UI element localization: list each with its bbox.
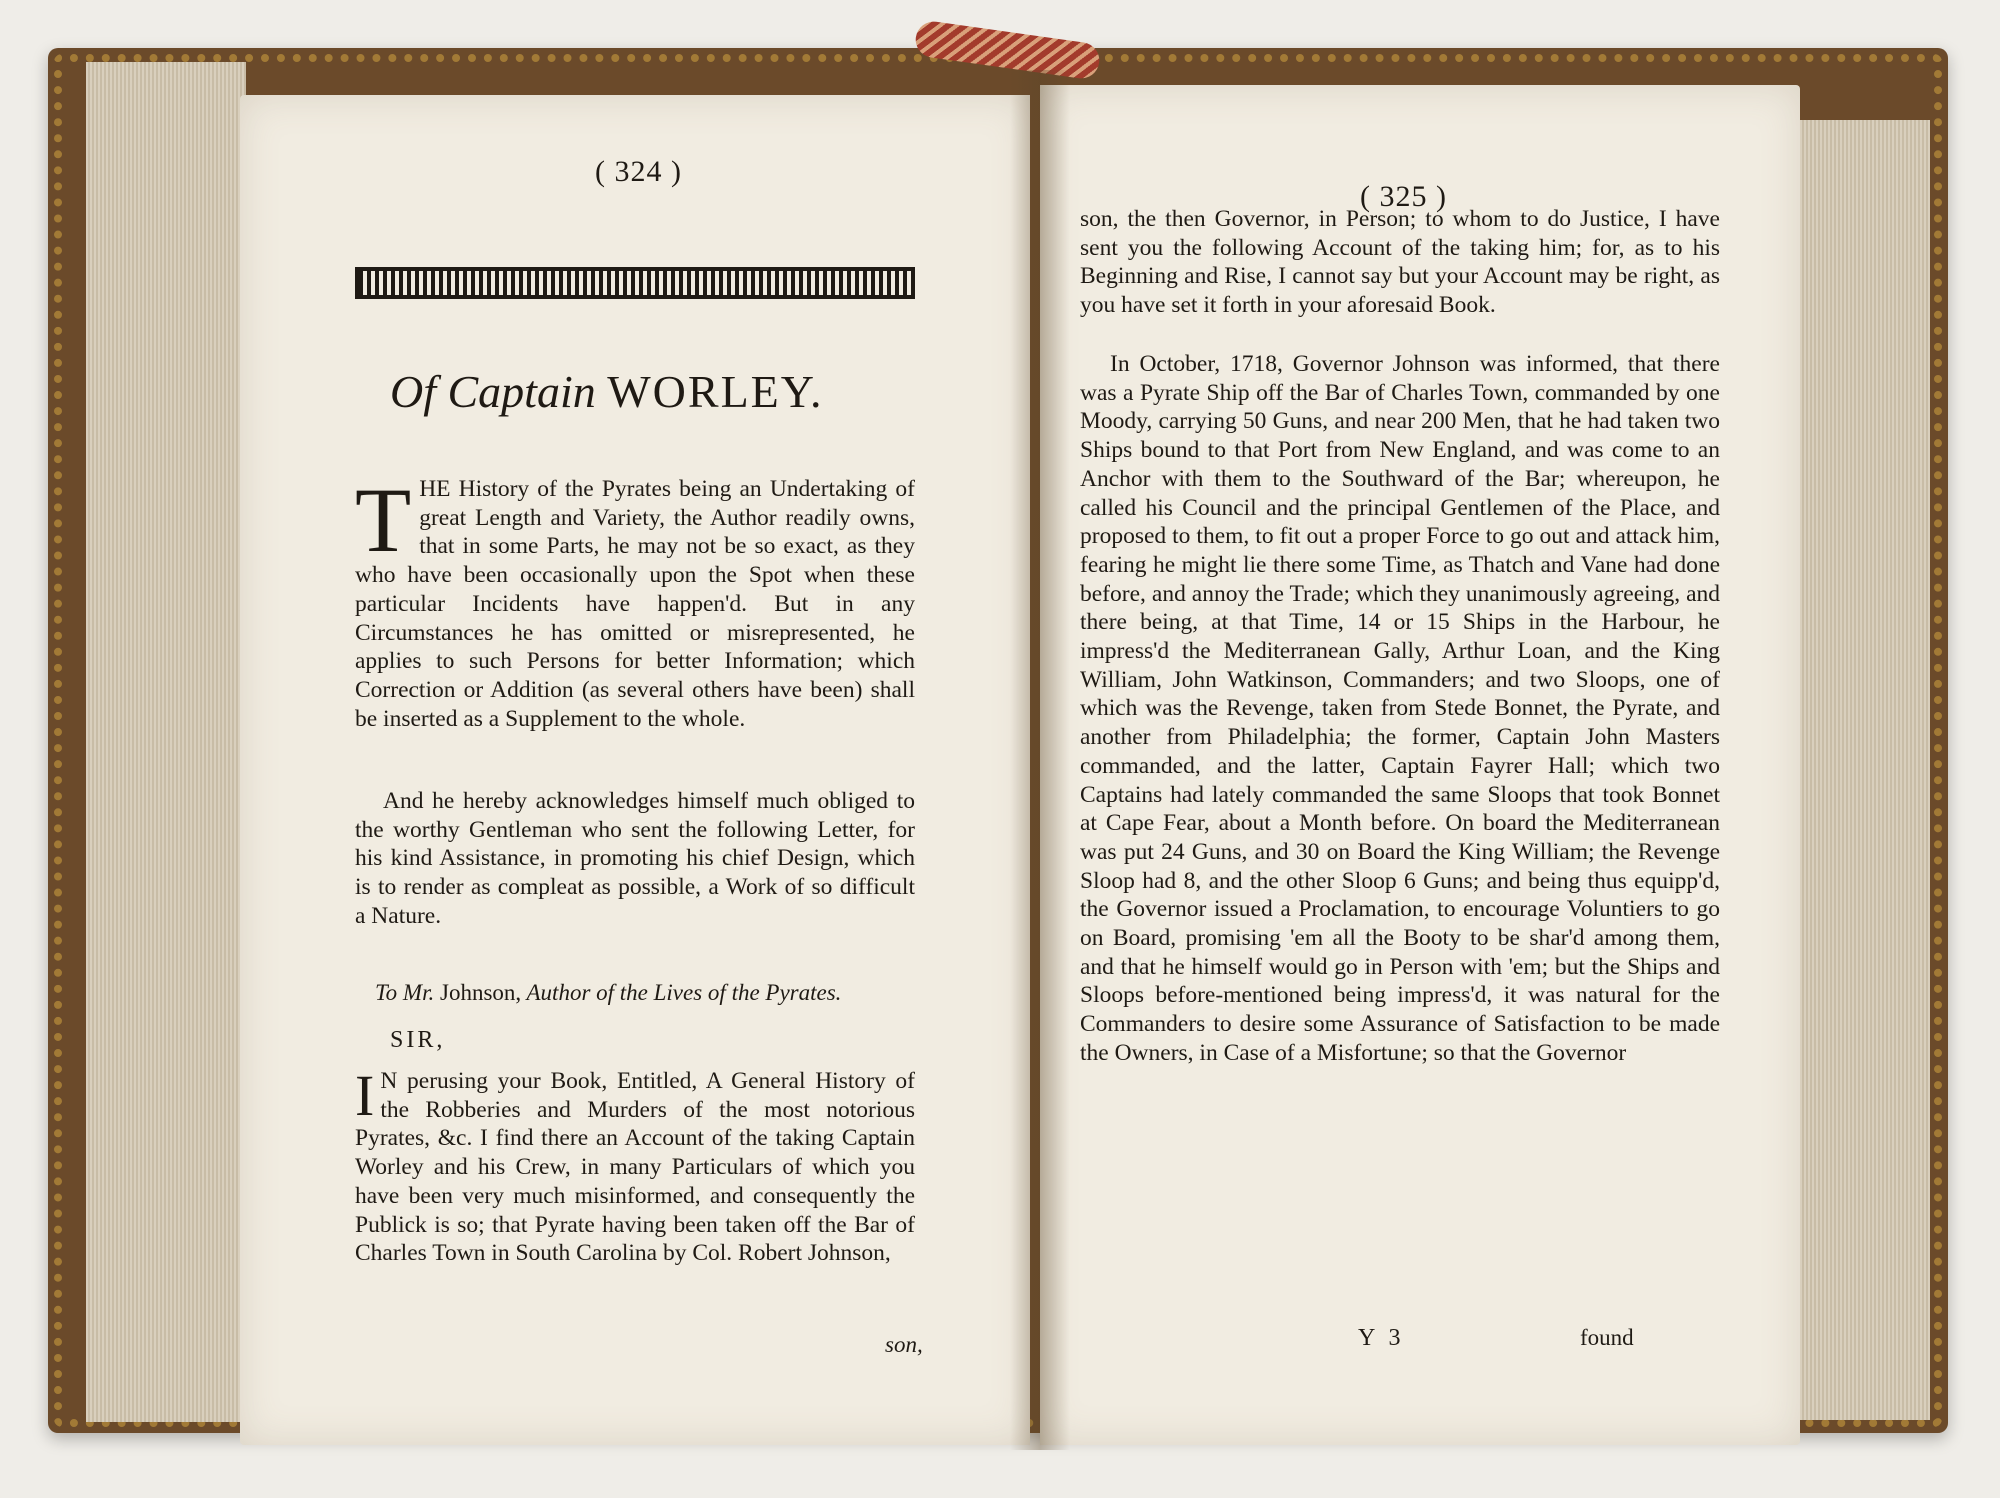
catchword: son,: [885, 1332, 923, 1357]
right-page: [1040, 85, 1800, 1445]
signature-mark: Y 3: [1358, 1325, 1405, 1351]
paragraph-text: N perusing your Book, Entitled, A General History of the Robberies and Murders of the most notorious Pyrates, &c. I find there an Account of the taking Captain Worley and his Crew, in many Particulars of which you have been very much misinformed, and consequently the Publick is so; that Pyrate having been taken off the Bar of Charles Town in South Carolina by Col. Robert Johnson,: [355, 1068, 915, 1267]
decorative-headpiece: [355, 267, 915, 299]
paragraph-text: HE History of the Pyrates being an Undertaking of great Length and Variety, the Author readily owns, that in some Parts, he may not be so exact, as they who have been occasionally upon the Spot when these particular Incidents have happen'd. But in any Circumstances he has omitted or misrepresented, he applies to such Persons for better Information; which Correction or Addition (as several others have been) shall be inserted as a Supplement to the whole.: [355, 476, 915, 732]
chapter-title: [390, 365, 824, 418]
address-to: To Mr.: [375, 980, 435, 1005]
paragraph-account: In October, 1718, Governor Johnson was informed, that there was a Pyrate Ship off the Bar of Charles Town, commanded by one Moody, carrying 50 Guns, and near 200 Men, that he had taken two Ships bound to that Port from New England, and was come to an Anchor with them to the Southward of the Bar; whereupon, he called his Council and the principal Gentlemen of the Place, and proposed to them, to fit out a proper Force to go out and attack him, fearing he might lie there some Time, as Thatch and Vane had done before, and annoy the Trade; which they unanimously agreeing, and there being, at that Time, 14 or 15 Ships in the Harbour, he impress'd the Mediterranean Gally, Arthur Loan, and the King William, John Watkinson, Commanders; and two Sloops, one of which was the Revenge, taken from Stede Bonnet, the Pyrate, and another from Philadelphia; the former, Captain John Masters commanded, and the latter, Captain Fayrer Hall; which two Captains had lately commanded the same Sloops that took Bonnet at Cape Fear, about a Month before. On board the Mediterranean was put 24 Guns, and 30 on Board the King William; the Revenge Sloop had 8, and the other Sloop 6 Guns; and being thus equipp'd, the Governor issued a Proclamation, to encourage Voluntiers to go on Board, promising 'em all the Booty to be shar'd among them, and that he himself would go in Person with 'em; but the Ships and Sloops before-mentioned being impress'd, it was natural for the Commanders to desire some Assurance of Satisfaction to be made the Owners, in Case of a Misfortune; so that the Governor: [1080, 351, 1720, 1066]
right-page-edges: [1780, 120, 1930, 1420]
title-name: WORLEY.: [607, 366, 824, 417]
catchword: found: [1580, 1325, 1634, 1350]
salutation: SIR,: [390, 1027, 446, 1053]
drop-cap: T: [355, 469, 412, 571]
address-name: Johnson,: [440, 980, 522, 1005]
page-number: ( 324 ): [595, 155, 682, 188]
paragraph-letter: [355, 1063, 915, 1268]
paragraph-continuation: son, the then Governor, in Person; to whom to do Justice, I have sent you the following Account of the taking him; for, as to his Beginning and Rise, I cannot say but your Account may be right, as you have set it forth in your aforesaid Book.: [1080, 206, 1720, 319]
page-number: ( 325 ): [1360, 180, 1447, 213]
book-gutter: [1010, 70, 1070, 1450]
left-page-edges: [86, 62, 246, 1422]
letter-address: [375, 980, 841, 1006]
left-page: [240, 95, 1030, 1445]
paragraph-introduction: [355, 469, 915, 733]
drop-cap: I: [355, 1063, 375, 1128]
address-rest: Author of the Lives of the Pyrates.: [526, 980, 842, 1005]
title-of: Of Captain: [390, 366, 596, 417]
paragraph-acknowledgement: And he hereby acknowledges himself much obliged to the worthy Gentleman who sent the following Letter, for his kind Assistance, in promoting his chief Design, which is to render as compleat as possible, a Work of so difficult a Nature.: [355, 788, 915, 929]
